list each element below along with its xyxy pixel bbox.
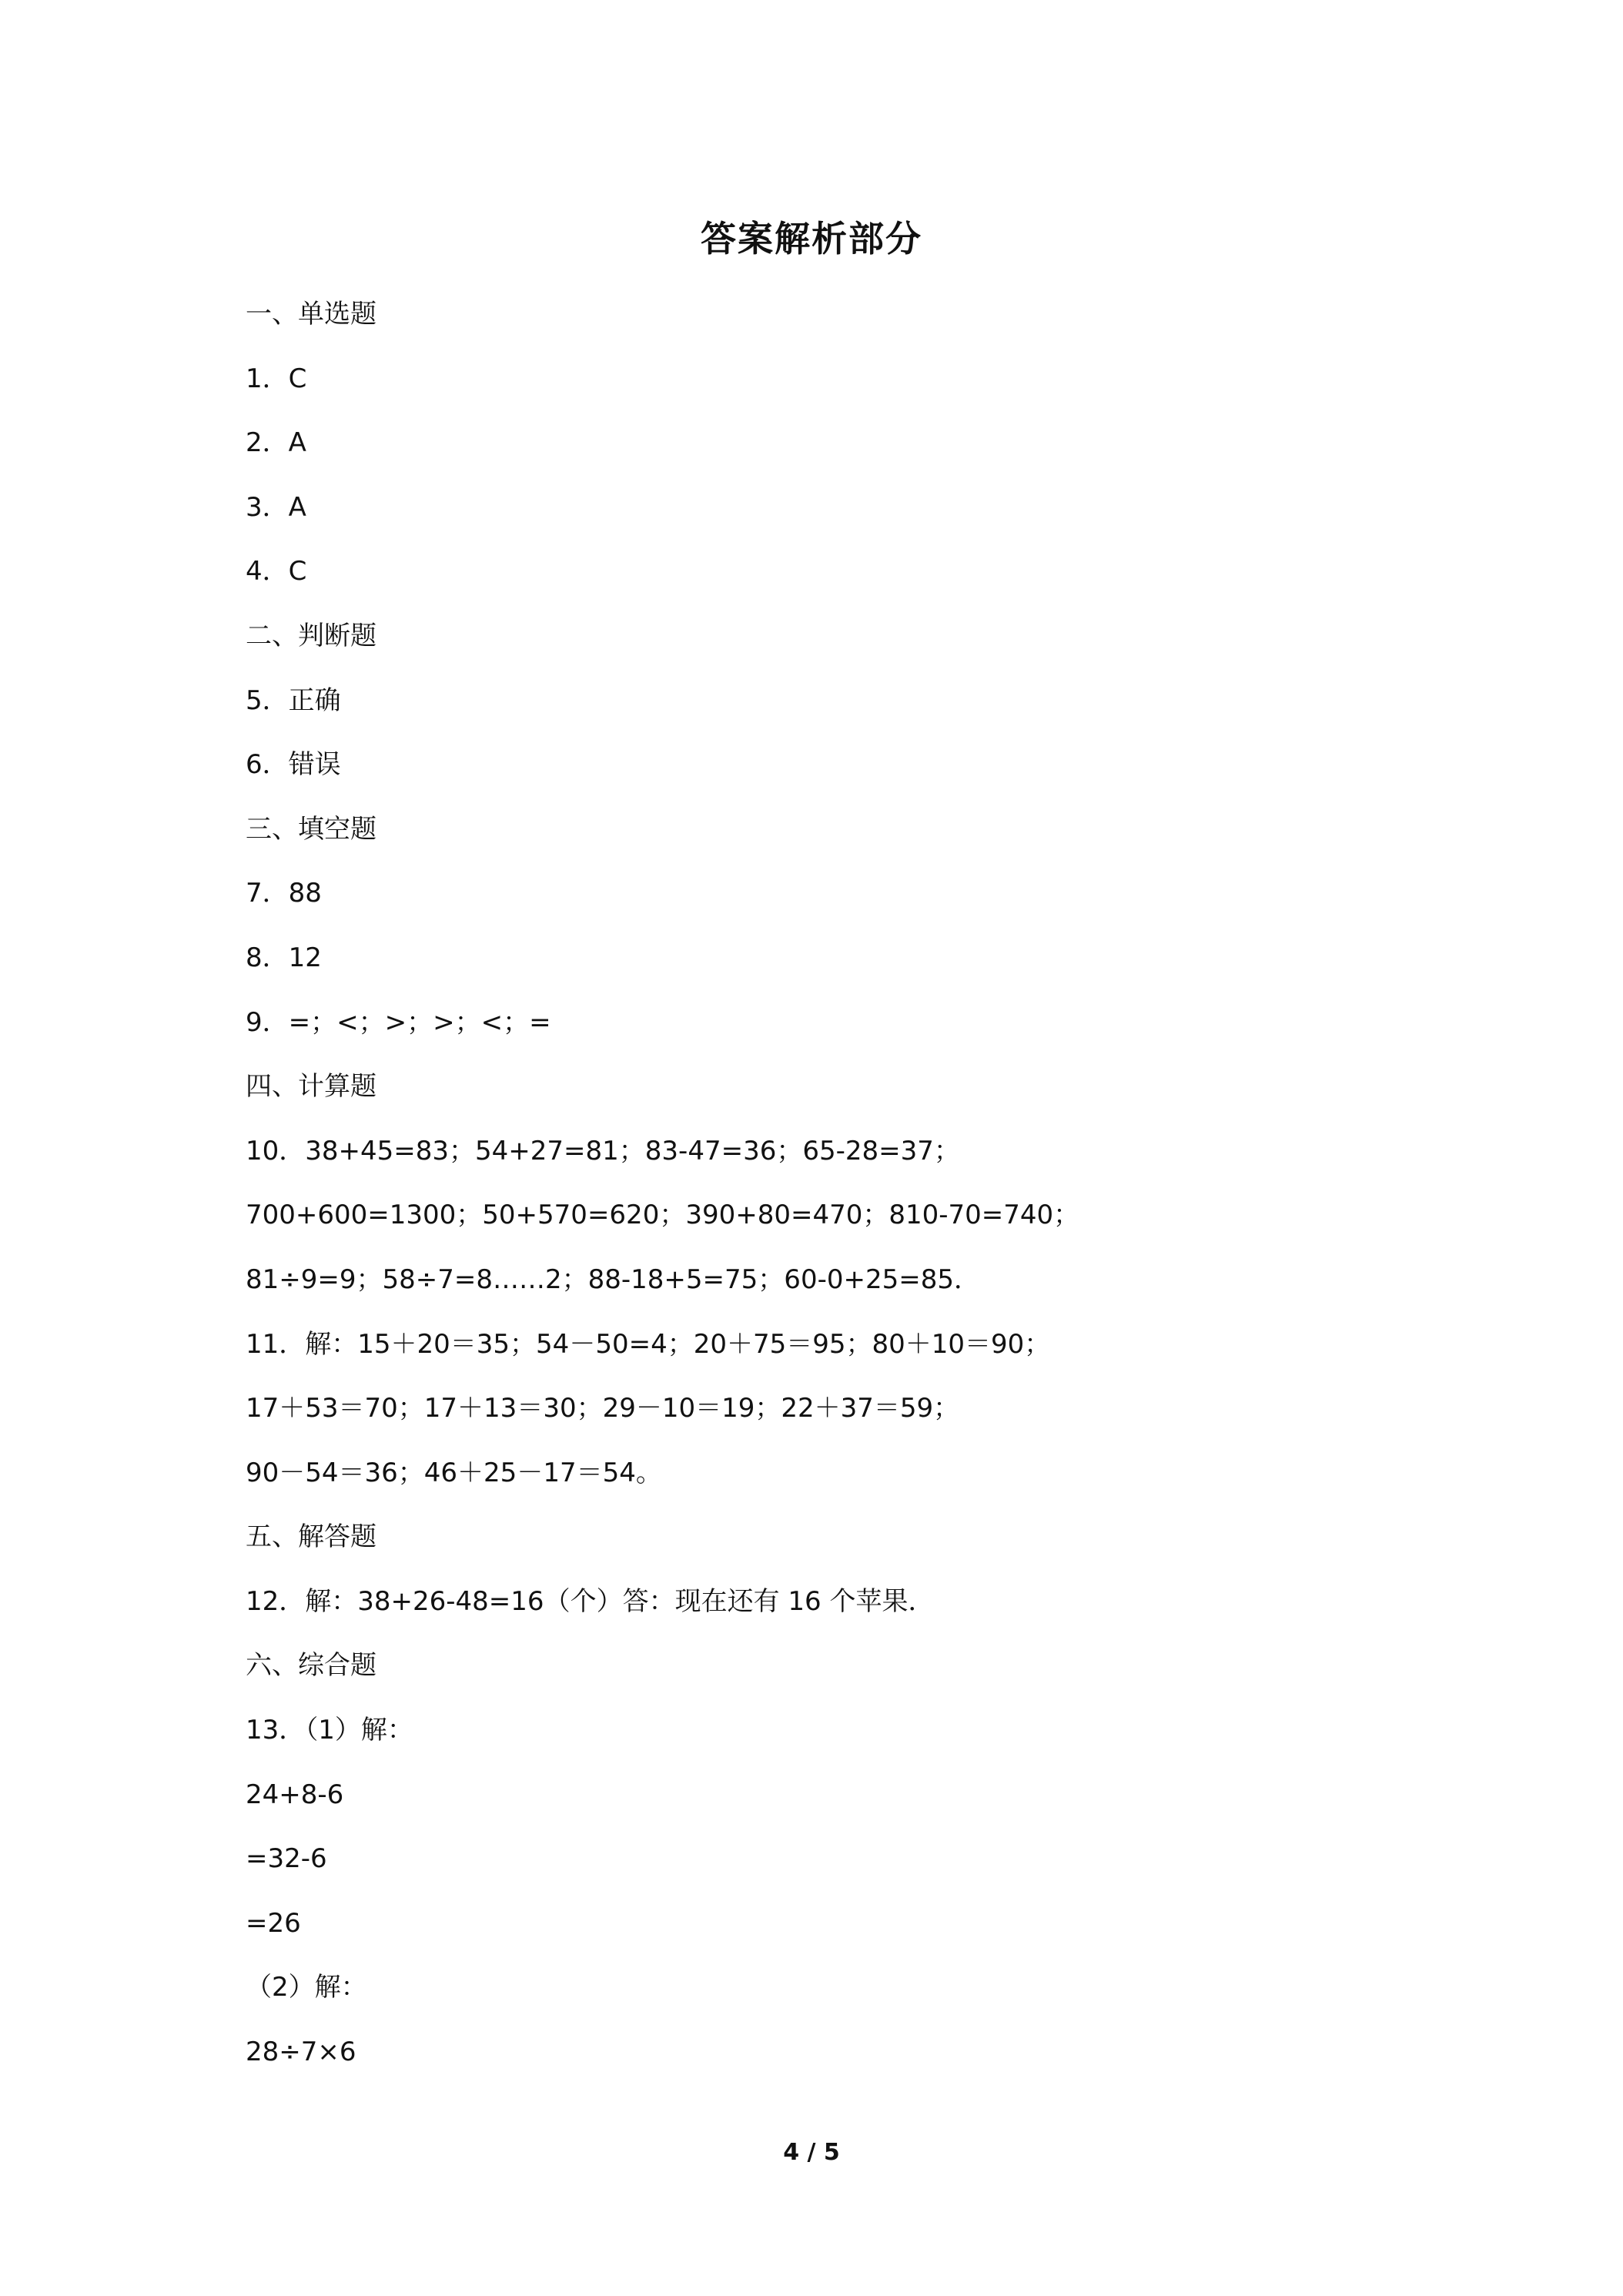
- answer-line: 24+8-6: [246, 1779, 344, 1810]
- answer-line: 10．38+45=83；54+27=81；83-47=36；65-28=37；: [246, 1135, 960, 1166]
- answer-line: 13．（1）解：: [246, 1715, 413, 1746]
- answer-line: 4．C: [246, 556, 307, 587]
- answer-content: [246, 290, 1400, 2092]
- answer-line: =32-6: [246, 1843, 327, 1875]
- section-heading: 六、综合题: [246, 1650, 376, 1682]
- section-heading: 一、单选题: [246, 299, 376, 330]
- answer-line: 81÷9=9；58÷7=8……2；88-18+5=75；60-0+25=85．: [246, 1263, 980, 1295]
- answer-line: 17＋53＝70；17＋13＝30；29－10＝19；22＋37＝59；: [246, 1393, 960, 1424]
- answer-line: 7．88: [246, 878, 322, 909]
- answer-line: 6．错误: [246, 749, 341, 781]
- answer-line: =26: [246, 1907, 301, 1939]
- page-number: 4 / 5: [783, 2139, 840, 2166]
- answer-line: 11．解：15＋20＝35；54－50=4；20＋75＝95；80＋10＝90；: [246, 1328, 1051, 1360]
- answer-line: 90－54＝36；46＋25－17＝54。: [246, 1457, 662, 1488]
- answer-line: 2．A: [246, 427, 306, 459]
- page-title: 答案解析部分: [701, 218, 922, 259]
- answer-line: 9．=；<；>；>；<；=: [246, 1006, 551, 1038]
- answer-line: （2）解：: [246, 1972, 367, 2003]
- section-heading: 五、解答题: [246, 1521, 376, 1553]
- answer-line: 3．A: [246, 491, 306, 523]
- section-heading: 三、填空题: [246, 813, 376, 845]
- answer-line: 5．正确: [246, 684, 341, 716]
- section-heading: 二、判断题: [246, 620, 376, 651]
- answer-line: 28÷7×6: [246, 2037, 356, 2068]
- answer-line: 12．解：38+26-48=16（个）答：现在还有 16 个苹果．: [246, 1585, 935, 1617]
- answer-line: 8．12: [246, 942, 322, 973]
- answer-line: 700+600=1300；50+570=620；390+80=470；810-70=740；: [246, 1200, 1080, 1231]
- answer-line: 1．C: [246, 363, 307, 394]
- section-heading: 四、计算题: [246, 1071, 376, 1103]
